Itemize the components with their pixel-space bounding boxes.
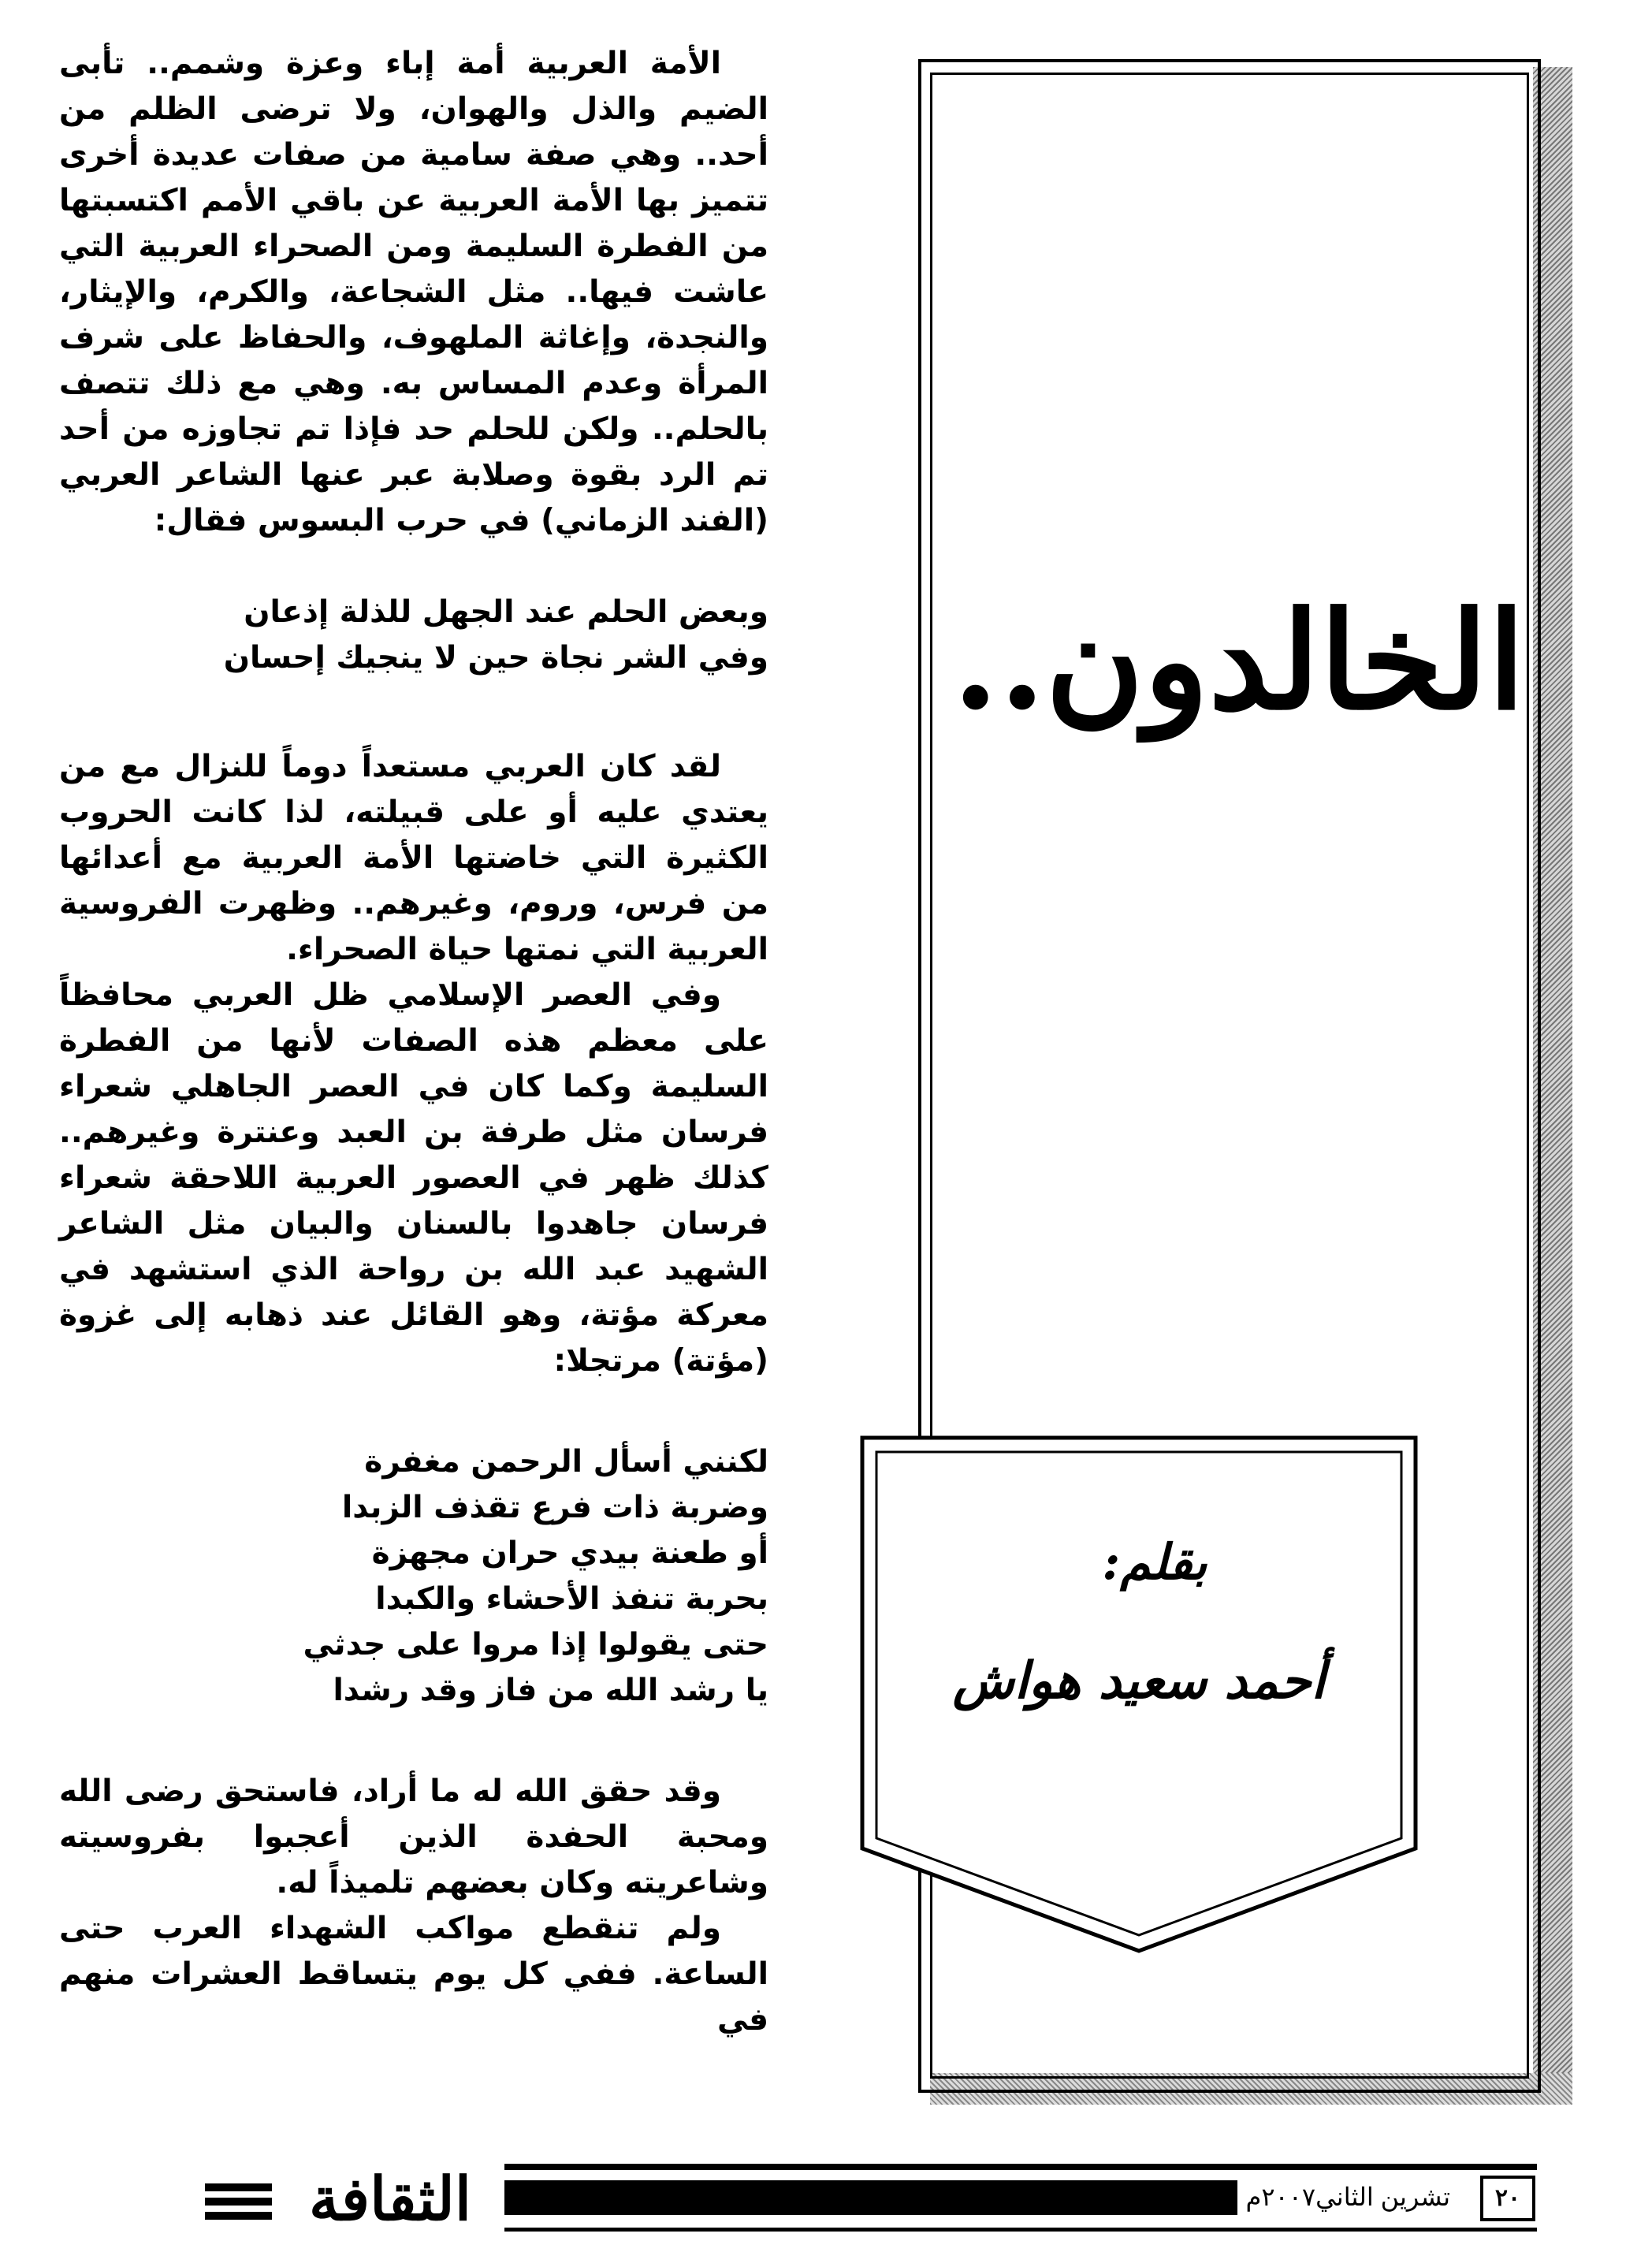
- verse-line: حتى يقولوا إذا مروا على جدثي: [303, 1627, 768, 1662]
- paragraph: ولم تنقطع مواكب الشهداء العرب حتى الساعة. ففي كل يوم يتساقط العشرات منهم في: [59, 1911, 768, 2038]
- paragraph: وفي العصر الإسلامي ظل العربي محافظاً على معظم هذه الصفات لأنها من الفطرة السليمة وكما كان في العصر الجاهلي شعراء فرسان مثل طرفة بن العبد وعنترة وغيرهم.. كذلك ظهر في العصور العربية اللاحقة شعراء فرسان جاهدوا بالسنان والبيان مثل الشاعر الشهيد عبد الله بن رواحة الذي استشهد في معركة مؤتة، وهو القائل عند ذهابه إلى غزوة (مؤتة) مرتجلا:: [59, 977, 768, 1379]
- author-label: بقلم:: [1102, 1533, 1207, 1591]
- article-body: [59, 41, 768, 2043]
- magazine-logo: الثقافة: [309, 2164, 471, 2234]
- verse-block: [59, 590, 768, 681]
- verse-line: وبعض الحلم عند الجهل للذلة إذعان: [244, 594, 768, 630]
- verse-line: لكنني أسأل الرحمن مغفرة: [364, 1444, 768, 1480]
- footer-rule: [504, 2164, 1537, 2170]
- footer-rule: [504, 2228, 1537, 2232]
- page-number: ٢٠: [1480, 2176, 1535, 2221]
- verse-line: يا رشد الله من فاز وقد رشدا: [333, 1673, 768, 1708]
- verse-line: وفي الشر نجاة حين لا ينجيك إحسان: [223, 640, 768, 676]
- verse-line: بحربة تنفذ الأحشاء والكبدا: [375, 1581, 768, 1617]
- verse-line: أو طعنة بيدي حران مجهزة: [371, 1536, 768, 1571]
- footer-stripes: [205, 2183, 272, 2220]
- paragraph: الأمة العربية أمة إباء وعزة وشمم.. تأبى الضيم والذل والهوان، ولا ترضى الظلم من أحد.. وهي صفة سامية من صفات عديدة أخرى تتميز بها الأمة العربية عن باقي الأمم اكتسبتها من الفطرة السليمة ومن الصحراء العربية التي عاشت فيها.. مثل الشجاعة، والكرم، والإيثار، والنجدة، وإغاثة الملهوف، والحفاظ على شرف المرأة وعدم المساس به. وهي مع ذلك تتصف بالحلم.. ولكن للحلم حد فإذا تم تجاوزه من أحد تم الرد بقوة وصلابة عبر عنها الشاعر العربي (الفند الزماني) في حرب البسوس فقال:: [59, 46, 768, 538]
- article-title: الخالدون..: [952, 582, 1525, 740]
- paragraph: وقد حقق الله له ما أراد، فاستحق رضى الله ومحبة الحفدة الذين أعجبوا بفروسيته وشاعريته وكان بعضهم تلميذاً له.: [59, 1774, 768, 1900]
- author-name: أحمد سعيد هواش: [952, 1651, 1326, 1710]
- verse-line: وضربة ذات فرع تقذف الزبدا: [341, 1490, 768, 1525]
- paragraph: لقد كان العربي مستعداً دوماً للنزال مع من يعتدي عليه أو على قبيلته، لذا كانت الحروب الكثيرة التي خاضتها الأمة العربية مع أعدائها من فرس، وروم، وغيرهم.. وظهرت الفروسية العربية التي نمتها حياة الصحراء.: [59, 749, 768, 967]
- issue-date: تشرين الثاني٢٠٠٧م: [1245, 2183, 1450, 2211]
- footer-bar: [504, 2180, 1237, 2215]
- verse-block: [59, 1439, 768, 1714]
